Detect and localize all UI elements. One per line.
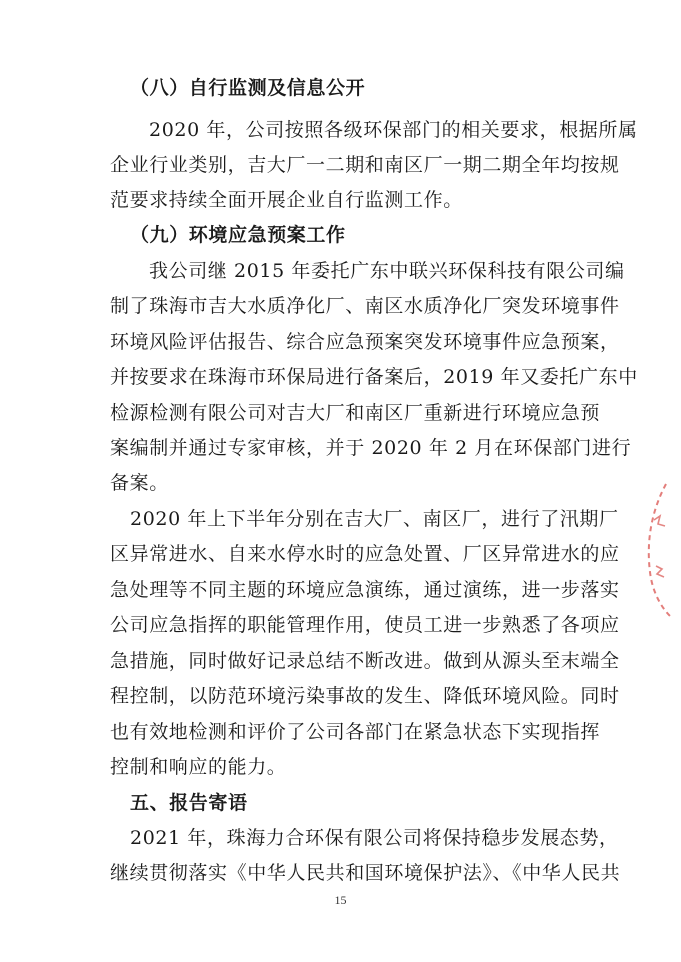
- section-heading-9: （九）环境应急预案工作: [130, 224, 346, 246]
- paragraph-line: 2021 年，珠海力合环保有限公司将保持稳步发展态势，: [130, 827, 619, 849]
- seal-stamp-fragment: [640, 480, 674, 620]
- paragraph-line: 案编制并通过专家审核，并于 2020 年 2 月在环保部门进行: [110, 437, 632, 459]
- paragraph-line: 也有效地检测和评价了公司各部门在紧急状态下实现指挥: [110, 721, 601, 743]
- paragraph-line: 2020 年上下半年分别在吉大厂、南区厂，进行了汛期厂: [130, 508, 619, 530]
- paragraph-line: 范要求持续全面开展企业自行监测工作。: [110, 189, 463, 211]
- paragraph-line: 急措施，同时做好记录总结不断改进。做到从源头至末端全: [110, 650, 620, 672]
- paragraph-line: 制了珠海市吉大水质净化厂、南区水质净化厂突发环境事件: [110, 295, 620, 317]
- paragraph-line: 控制和响应的能力。: [110, 756, 287, 778]
- paragraph-line: 程控制，以防范环境污染事故的发生、降低环境风险。同时: [110, 685, 620, 707]
- paragraph-line: 继续贯彻落实《中华人民共和国环境保护法》、《中华人民共: [110, 862, 621, 884]
- section-heading-8: （八）自行监测及信息公开: [130, 77, 366, 99]
- section-heading-5: 五、报告寄语: [130, 792, 248, 814]
- paragraph-line: 并按要求在珠海市环保局进行备案后，2019 年又委托广东中: [110, 366, 638, 388]
- page-number: 15: [334, 893, 347, 907]
- paragraph-line: 备案。: [110, 472, 169, 494]
- paragraph-line: 2020 年，公司按照各级环保部门的相关要求，根据所属: [149, 119, 638, 141]
- paragraph-line: 区异常进水、自来水停水时的应急处置、厂区异常进水的应: [110, 543, 620, 565]
- paragraph-line: 环境风险评估报告、综合应急预案突发环境事件应急预案，: [110, 331, 620, 353]
- paragraph-line: 企业行业类别，吉大厂一二期和南区厂一期二期全年均按规: [110, 154, 620, 176]
- paragraph-line: 急处理等不同主题的环境应急演练，通过演练，进一步落实: [110, 579, 620, 601]
- paragraph-line: 检源检测有限公司对吉大厂和南区厂重新进行环境应急预: [110, 402, 601, 424]
- paragraph-line: 我公司继 2015 年委托广东中联兴环保科技有限公司编: [149, 260, 625, 282]
- paragraph-line: 公司应急指挥的职能管理作用，使员工进一步熟悉了各项应: [110, 614, 620, 636]
